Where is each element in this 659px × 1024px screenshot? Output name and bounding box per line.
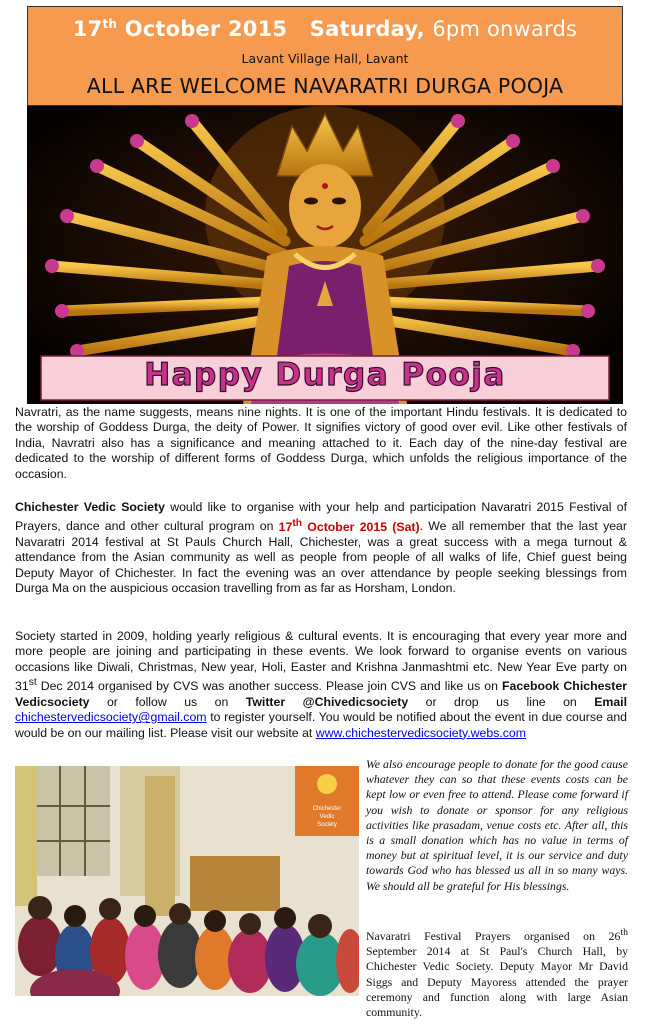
twitter-handle: Twitter @Chivedicsociety xyxy=(245,694,409,709)
event-date xyxy=(28,17,622,41)
donation-appeal: We also encourage people to donate for the good cause whatever they can so that these events costs can be kept low or even free to attend. Please come forward if you wish to donate or sponsor for any religious activities like prasadam, venue costs etc. After all, this is a small donation which has no value in terms of money but at spiritual level, it is our service and duty towards God who has blessed us all in so many ways. We should all be grateful for His blessings. xyxy=(366,757,628,893)
society-text-b: Dec 2014 organised by CVS was another success. Please join CVS and like us on xyxy=(36,679,502,694)
society-text-a: Society started in 2009, holding yearly religious & cultural events. It is encouraging that every year more and more people are joining and participating in these events. We look forward to organise events on various occasions like Diwali, Christmas, New year, Holi, Easter and Krishna Janmashtmi etc. New Year Eve party on 31 xyxy=(15,629,627,694)
date-month-year: October 2015 xyxy=(124,17,288,41)
invite-date-rest: October 2015 (Sat) xyxy=(302,519,420,534)
happy-durga-pooja-greeting: Happy Durga Pooja xyxy=(144,357,506,393)
email-label: Email xyxy=(594,694,628,709)
society-text-e: to register yourself. You would be notified about the event in due course and would be on our mailing list. Please visit our website at xyxy=(15,710,627,740)
website-link[interactable]: www.chichestervedicsociety.webs.com xyxy=(315,725,527,740)
org-name: Chichester Vedic Society xyxy=(15,500,165,514)
date-weekday: Saturday, xyxy=(309,17,425,41)
invite-date-suffix: th xyxy=(292,517,303,529)
event-venue: Lavant Village Hall, Lavant xyxy=(241,51,409,66)
caption-sup: th xyxy=(620,927,628,938)
sign-text-2: Vedic xyxy=(319,814,335,820)
photo-caption xyxy=(366,925,628,1020)
society-sup: st xyxy=(28,677,37,689)
caption-text-a: Navaratri Festival Prayers organised on 26 xyxy=(366,928,621,943)
event-welcome: ALL ARE WELCOME NAVARATRI DURGA POOJA xyxy=(86,74,564,98)
sign-text-3: Society xyxy=(317,822,337,828)
event-header xyxy=(27,6,623,106)
intro-paragraph: Navratri, as the name suggests, means nine nights. It is one of the important Hindu festivals. It is dedicated to the worship of Goddess Durga, the deity of Power. It signifies victory of good over evil. Like other festivals of India, Navratri also has a significance and meaning attached to it. Each day of the nine-day festival are dedicated to the worship of different forms of Goddess Durga, which unfolds the religious importance of the occasion. xyxy=(15,405,627,481)
caption-text-b: September 2014 at St Paul's Church Hall, by Chichester Vedic Society. Deputy Mayor Mr David Siggs and Deputy Mayoress attended the prayer ceremony and function along with large Asian community. xyxy=(366,944,628,1019)
society-text-d: or drop us line on xyxy=(408,694,595,709)
facebook-handle: Facebook Chichester Vedicsociety xyxy=(15,679,627,709)
society-paragraph xyxy=(15,629,627,741)
invite-date xyxy=(278,517,420,534)
society-text-c: or follow us on xyxy=(89,694,246,709)
event-photo-illustration xyxy=(15,766,359,996)
date-day: 17 xyxy=(72,17,103,41)
invite-paragraph xyxy=(15,500,627,597)
sign-text-1: Chichester xyxy=(312,806,342,812)
invite-text-b: . We all remember that the last year Navaratri 2014 festival at St Pauls Church Hall, Chichester, was a great success with a mega turnout & attendance from the Asian community as well as people from people of all walks of life, Chief guest being Deputy Mayor of Chichester. In fact the evening was an over attendance by people seeking blessings from Durga Ma on the auspicious occasion travelling from as far as Horsham, London. xyxy=(15,519,627,596)
event-time: 6pm onwards xyxy=(432,17,578,41)
email-link[interactable]: chichestervedicsociety@gmail.com xyxy=(15,710,207,725)
invite-text-a: would like to organise with your help and participation Navaratri 2015 Festival of Prayers, dance and other cultural program on xyxy=(15,500,627,534)
invite-date-num: 17 xyxy=(278,519,293,534)
event-photo xyxy=(15,766,359,996)
date-suffix: th xyxy=(102,17,118,31)
